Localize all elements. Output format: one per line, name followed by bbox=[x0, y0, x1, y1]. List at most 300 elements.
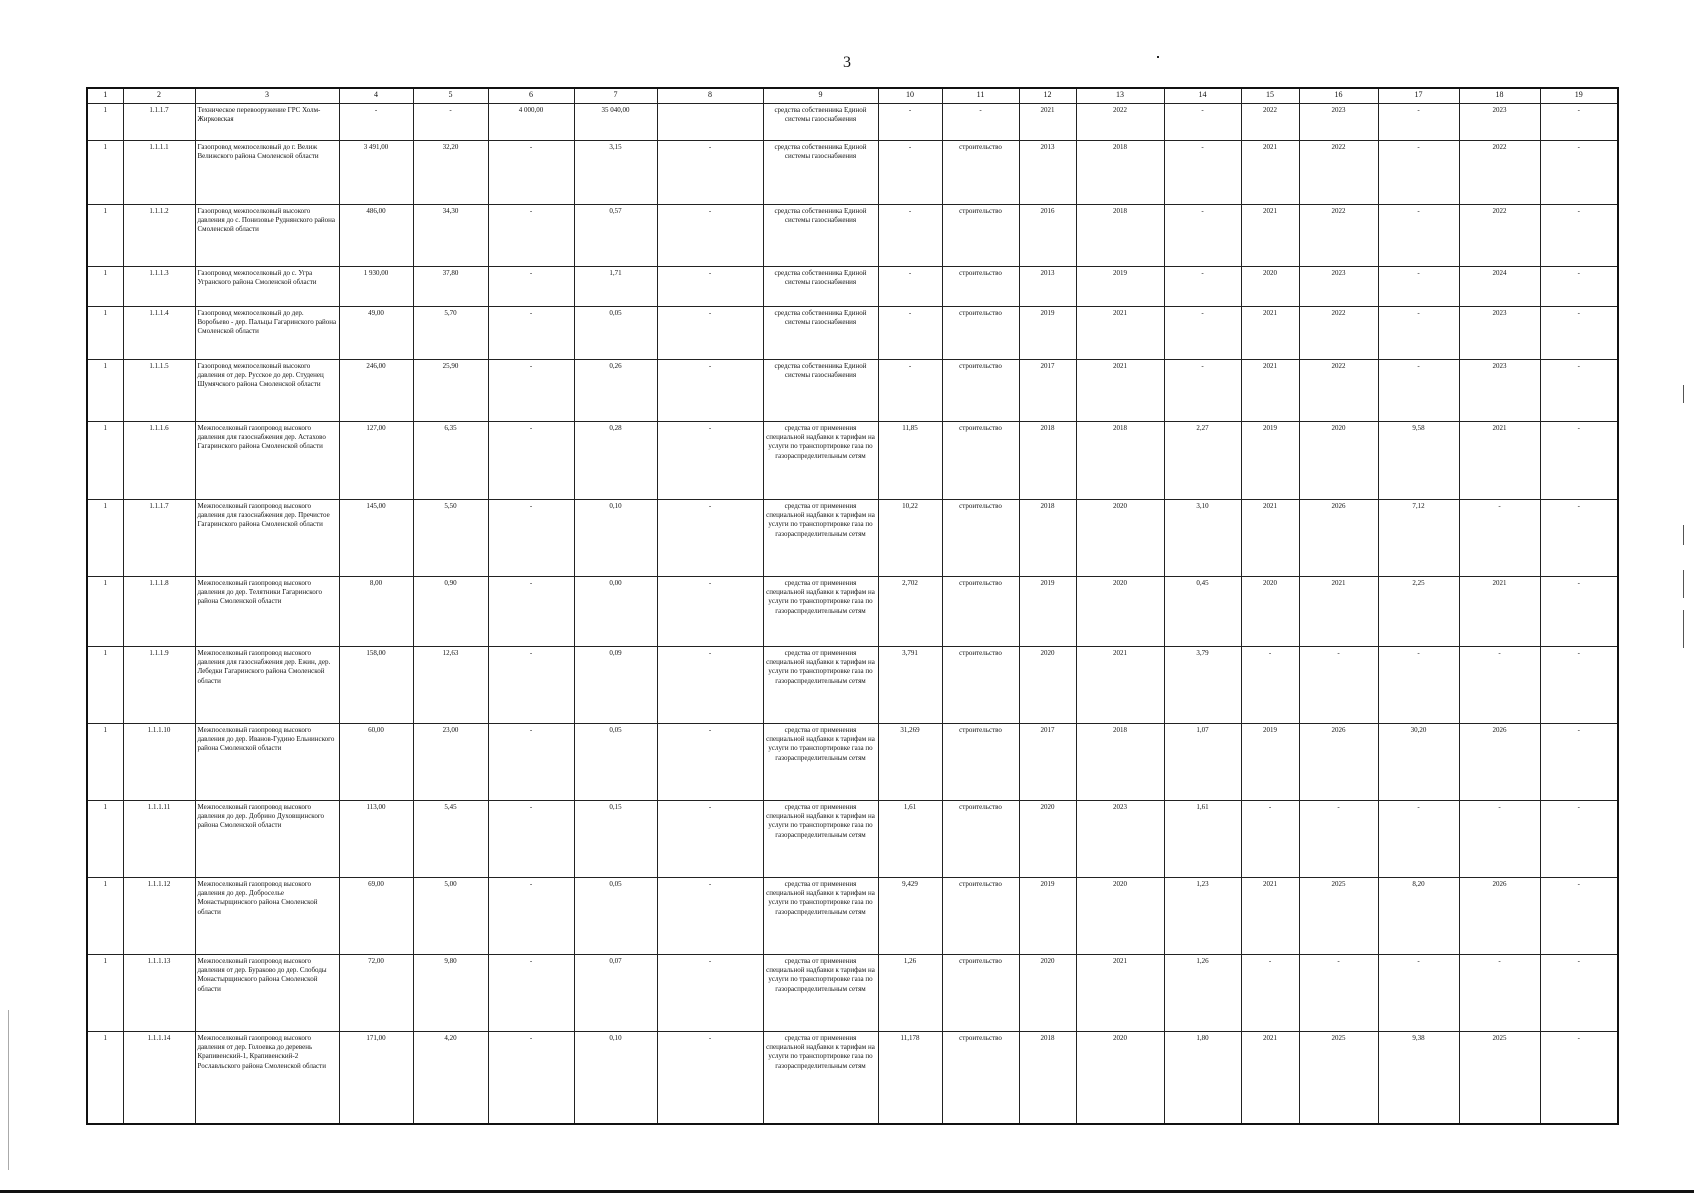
column-number-cell: 7 bbox=[574, 88, 657, 104]
table-cell: 0,00 bbox=[574, 577, 657, 647]
table-cell: - bbox=[657, 878, 763, 955]
table-cell: - bbox=[1378, 141, 1459, 205]
table-cell: 2020 bbox=[1241, 577, 1299, 647]
table-cell: 5,50 bbox=[413, 500, 488, 577]
table-cell: 2013 bbox=[1019, 267, 1076, 307]
table-cell: 9,58 bbox=[1378, 422, 1459, 500]
table-cell: 2,27 bbox=[1164, 422, 1241, 500]
table-cell: - bbox=[657, 141, 763, 205]
table-cell: 3 491,00 bbox=[339, 141, 413, 205]
table-cell: 23,00 bbox=[413, 724, 488, 801]
column-number-cell: 13 bbox=[1076, 88, 1164, 104]
table-cell: строительство bbox=[942, 360, 1019, 422]
table-cell: 2017 bbox=[1019, 360, 1076, 422]
table-cell: строительство bbox=[942, 307, 1019, 360]
table-row bbox=[87, 104, 1618, 141]
table-cell: - bbox=[878, 267, 942, 307]
table-cell: 1.1.1.2 bbox=[123, 205, 195, 267]
funding-source-cell: средства собственника Единой системы газоснабжения bbox=[763, 205, 878, 267]
table-cell: - bbox=[1164, 267, 1241, 307]
table-cell: - bbox=[657, 307, 763, 360]
object-name-cell: Межпоселковый газопровод высокого давления для газоснабжения дер. Астахово Гагаринского района Смоленской области bbox=[195, 422, 339, 500]
table-cell: 0,26 bbox=[574, 360, 657, 422]
column-number-cell: 17 bbox=[1378, 88, 1459, 104]
table-cell: 0,05 bbox=[574, 878, 657, 955]
table-cell: 1.1.1.4 bbox=[123, 307, 195, 360]
table-cell: 486,00 bbox=[339, 205, 413, 267]
table-cell: 60,00 bbox=[339, 724, 413, 801]
table-cell: - bbox=[1378, 307, 1459, 360]
table-cell: 113,00 bbox=[339, 801, 413, 878]
table-cell: 2020 bbox=[1076, 1032, 1164, 1124]
table-row bbox=[87, 577, 1618, 647]
table-cell: - bbox=[878, 141, 942, 205]
column-number-cell: 5 bbox=[413, 88, 488, 104]
table-cell: - bbox=[878, 104, 942, 141]
table-cell: 5,00 bbox=[413, 878, 488, 955]
funding-source-cell: средства от применения специальной надбавки к тарифам на услуги по транспортировке газа по газораспределительным сетям bbox=[763, 878, 878, 955]
table-cell: - bbox=[1540, 724, 1618, 801]
table-cell: - bbox=[657, 360, 763, 422]
column-number-cell: 3 bbox=[195, 88, 339, 104]
table-cell: - bbox=[488, 141, 574, 205]
table-row bbox=[87, 205, 1618, 267]
table-cell: 2021 bbox=[1241, 878, 1299, 955]
table-cell: - bbox=[657, 647, 763, 724]
table-cell: - bbox=[1540, 141, 1618, 205]
table-cell: 69,00 bbox=[339, 878, 413, 955]
table-cell: 34,30 bbox=[413, 205, 488, 267]
table-cell: строительство bbox=[942, 267, 1019, 307]
column-number-cell: 9 bbox=[763, 88, 878, 104]
table-cell: - bbox=[488, 724, 574, 801]
table-cell: строительство bbox=[942, 500, 1019, 577]
table-cell: - bbox=[657, 500, 763, 577]
table-cell: 2019 bbox=[1019, 878, 1076, 955]
table-cell: 171,00 bbox=[339, 1032, 413, 1124]
table-cell: 158,00 bbox=[339, 647, 413, 724]
table-cell: 2021 bbox=[1241, 307, 1299, 360]
table-cell: 2026 bbox=[1299, 500, 1378, 577]
table-cell: 2023 bbox=[1299, 267, 1378, 307]
table-cell: - bbox=[1378, 647, 1459, 724]
table-cell: 2021 bbox=[1459, 577, 1540, 647]
funding-source-cell: средства от применения специальной надбавки к тарифам на услуги по транспортировке газа по газораспределительным сетям bbox=[763, 1032, 878, 1124]
object-name-cell: Межпоселковый газопровод высокого давления от дер. Бураково до дер. Слободы Монастырщинского района Смоленской области bbox=[195, 955, 339, 1032]
table-cell: 2021 bbox=[1299, 577, 1378, 647]
table-cell: 0,45 bbox=[1164, 577, 1241, 647]
table-cell: - bbox=[413, 104, 488, 141]
funding-source-cell: средства от применения специальной надбавки к тарифам на услуги по транспортировке газа по газораспределительным сетям bbox=[763, 577, 878, 647]
object-name-cell: Межпоселковый газопровод высокого давления до дер. Доброселье Монастырщинского района Смоленской области bbox=[195, 878, 339, 955]
table-cell: - bbox=[1540, 878, 1618, 955]
table-cell: строительство bbox=[942, 1032, 1019, 1124]
table-cell: 2021 bbox=[1241, 500, 1299, 577]
table-cell: - bbox=[488, 500, 574, 577]
table-cell: 9,38 bbox=[1378, 1032, 1459, 1124]
investment-program-table bbox=[86, 87, 1619, 1125]
funding-source-cell: средства собственника Единой системы газоснабжения bbox=[763, 141, 878, 205]
table-cell: 1 930,00 bbox=[339, 267, 413, 307]
funding-source-cell: средства от применения специальной надбавки к тарифам на услуги по транспортировке газа по газораспределительным сетям bbox=[763, 801, 878, 878]
table-cell: 11,178 bbox=[878, 1032, 942, 1124]
table-cell: 2022 bbox=[1299, 360, 1378, 422]
table-cell: 2018 bbox=[1019, 1032, 1076, 1124]
table-cell: 1,23 bbox=[1164, 878, 1241, 955]
table-cell: 2019 bbox=[1241, 422, 1299, 500]
table-cell: 2018 bbox=[1076, 141, 1164, 205]
table-cell: - bbox=[1378, 104, 1459, 141]
table-cell: 11,85 bbox=[878, 422, 942, 500]
table-cell: 2022 bbox=[1459, 141, 1540, 205]
object-name-cell: Межпоселковый газопровод высокого давления до дер. Телятники Гагаринского района Смоленской области bbox=[195, 577, 339, 647]
table-cell: - bbox=[657, 1032, 763, 1124]
column-number-cell: 15 bbox=[1241, 88, 1299, 104]
table-cell: 2018 bbox=[1019, 422, 1076, 500]
scan-margin-mark bbox=[8, 1010, 9, 1170]
table-cell: 2023 bbox=[1459, 104, 1540, 141]
table-row bbox=[87, 1032, 1618, 1124]
table-row bbox=[87, 955, 1618, 1032]
table-cell: 3,15 bbox=[574, 141, 657, 205]
table-cell: 0,10 bbox=[574, 500, 657, 577]
table-cell: 1.1.1.5 bbox=[123, 360, 195, 422]
object-name-cell: Межпоселковый газопровод высокого давления до дер. Добрино Духовщинского района Смоленской области bbox=[195, 801, 339, 878]
table-row bbox=[87, 801, 1618, 878]
table-cell: - bbox=[1540, 422, 1618, 500]
table-cell: 8,00 bbox=[339, 577, 413, 647]
table-cell: - bbox=[1164, 307, 1241, 360]
table-cell: - bbox=[657, 801, 763, 878]
funding-source-cell: средства от применения специальной надбавки к тарифам на услуги по транспортировке газа по газораспределительным сетям bbox=[763, 955, 878, 1032]
table-cell: - bbox=[878, 205, 942, 267]
table-cell: 2021 bbox=[1241, 141, 1299, 205]
table-cell: - bbox=[1164, 141, 1241, 205]
table-cell: 1.1.1.3 bbox=[123, 267, 195, 307]
table-cell: 0,07 bbox=[574, 955, 657, 1032]
funding-source-cell: средства от применения специальной надбавки к тарифам на услуги по транспортировке газа по газораспределительным сетям bbox=[763, 500, 878, 577]
funding-source-cell: средства собственника Единой системы газоснабжения bbox=[763, 307, 878, 360]
table-cell: 1.1.1.13 bbox=[123, 955, 195, 1032]
table-cell: - bbox=[657, 267, 763, 307]
table-cell: 1.1.1.8 bbox=[123, 577, 195, 647]
table-cell: 2026 bbox=[1459, 724, 1540, 801]
table-row bbox=[87, 422, 1618, 500]
table-cell: 2,702 bbox=[878, 577, 942, 647]
funding-source-cell: средства от применения специальной надбавки к тарифам на услуги по транспортировке газа по газораспределительным сетям bbox=[763, 422, 878, 500]
table-cell: - bbox=[1378, 801, 1459, 878]
table-cell: 2019 bbox=[1019, 577, 1076, 647]
table-cell: - bbox=[1378, 267, 1459, 307]
table-cell: 1 bbox=[87, 141, 123, 205]
table-cell: 35 040,00 bbox=[574, 104, 657, 141]
table-cell: 2020 bbox=[1076, 500, 1164, 577]
table-cell: - bbox=[488, 577, 574, 647]
table-cell: 3,10 bbox=[1164, 500, 1241, 577]
table-cell: - bbox=[1299, 801, 1378, 878]
table-cell: 12,63 bbox=[413, 647, 488, 724]
table-cell: 2020 bbox=[1019, 955, 1076, 1032]
table-cell: 0,90 bbox=[413, 577, 488, 647]
object-name-cell: Газопровод межпоселковый до дер. Воробьево - дер. Пальцы Гагаринского района Смоленской области bbox=[195, 307, 339, 360]
table-cell: - bbox=[1378, 360, 1459, 422]
table-cell: 2020 bbox=[1019, 647, 1076, 724]
table-cell: 2,25 bbox=[1378, 577, 1459, 647]
table-cell: 2018 bbox=[1076, 205, 1164, 267]
table-cell: 0,05 bbox=[574, 307, 657, 360]
table-cell: - bbox=[1540, 360, 1618, 422]
table-cell: - bbox=[488, 955, 574, 1032]
table-cell: - bbox=[1164, 360, 1241, 422]
table-cell: 1,80 bbox=[1164, 1032, 1241, 1124]
table-cell: 2026 bbox=[1459, 878, 1540, 955]
column-number-cell: 6 bbox=[488, 88, 574, 104]
table-cell: 2025 bbox=[1299, 878, 1378, 955]
table-row bbox=[87, 141, 1618, 205]
table-cell: строительство bbox=[942, 955, 1019, 1032]
column-number-cell: 14 bbox=[1164, 88, 1241, 104]
table-cell: 37,80 bbox=[413, 267, 488, 307]
object-name-cell: Межпоселковый газопровод высокого давления для газоснабжения дер. Пречистое Гагаринского района Смоленской области bbox=[195, 500, 339, 577]
table-cell: 1.1.1.6 bbox=[123, 422, 195, 500]
table-cell: - bbox=[488, 878, 574, 955]
table-cell: 3,79 bbox=[1164, 647, 1241, 724]
object-name-cell: Техническое перевооружение ГРС Холм-Жирковская bbox=[195, 104, 339, 141]
table-cell: - bbox=[1540, 1032, 1618, 1124]
table-cell: 2022 bbox=[1299, 307, 1378, 360]
object-name-cell: Газопровод межпоселковый высокого давления от дер. Русское до дер. Студенец Шумячского района Смоленской области bbox=[195, 360, 339, 422]
column-number-cell: 8 bbox=[657, 88, 763, 104]
table-cell: - bbox=[1540, 267, 1618, 307]
table-cell: 1,71 bbox=[574, 267, 657, 307]
column-number-cell: 10 bbox=[878, 88, 942, 104]
table-cell: 246,00 bbox=[339, 360, 413, 422]
table-cell: 1 bbox=[87, 267, 123, 307]
table-cell: 2022 bbox=[1459, 205, 1540, 267]
table-cell: 2022 bbox=[1299, 205, 1378, 267]
table-cell: 2023 bbox=[1299, 104, 1378, 141]
table-cell: 1,61 bbox=[1164, 801, 1241, 878]
table-cell: 0,05 bbox=[574, 724, 657, 801]
table-cell: - bbox=[1459, 801, 1540, 878]
table-cell: 2018 bbox=[1076, 724, 1164, 801]
table-cell: 7,12 bbox=[1378, 500, 1459, 577]
table-cell: - bbox=[488, 360, 574, 422]
table-cell: - bbox=[657, 205, 763, 267]
table-cell: 2020 bbox=[1019, 801, 1076, 878]
object-name-cell: Межпоселковый газопровод высокого давления для газоснабжения дер. Ежин, дер. Лебедки Гагаринского района Смоленской области bbox=[195, 647, 339, 724]
table-cell: 9,80 bbox=[413, 955, 488, 1032]
object-name-cell: Газопровод межпоселковый высокого давления до с. Понизовье Руднянского района Смоленской области bbox=[195, 205, 339, 267]
table-cell: 30,20 bbox=[1378, 724, 1459, 801]
funding-source-cell: средства собственника Единой системы газоснабжения bbox=[763, 267, 878, 307]
column-number-cell: 1 bbox=[87, 88, 123, 104]
table-cell: - bbox=[1540, 500, 1618, 577]
table-cell: 2022 bbox=[1241, 104, 1299, 141]
table-cell: - bbox=[488, 205, 574, 267]
table-row bbox=[87, 360, 1618, 422]
table-cell: 31,269 bbox=[878, 724, 942, 801]
table-cell: 9,429 bbox=[878, 878, 942, 955]
table-cell: 2023 bbox=[1076, 801, 1164, 878]
table-cell: 10,22 bbox=[878, 500, 942, 577]
table-cell: 0,28 bbox=[574, 422, 657, 500]
table-cell: 1,07 bbox=[1164, 724, 1241, 801]
scan-margin-mark bbox=[1683, 570, 1684, 598]
table-cell: - bbox=[1241, 955, 1299, 1032]
table-cell: - bbox=[1540, 104, 1618, 141]
table-cell: 2020 bbox=[1241, 267, 1299, 307]
object-name-cell: Газопровод межпоселковый до г. Велиж Велижского района Смоленской области bbox=[195, 141, 339, 205]
funding-source-cell: средства собственника Единой системы газоснабжения bbox=[763, 360, 878, 422]
column-number-cell: 11 bbox=[942, 88, 1019, 104]
table-cell: 3,791 bbox=[878, 647, 942, 724]
table-cell: 1,26 bbox=[1164, 955, 1241, 1032]
table-cell: 1 bbox=[87, 205, 123, 267]
table-cell: строительство bbox=[942, 141, 1019, 205]
table-cell: 2020 bbox=[1076, 577, 1164, 647]
table-cell: - bbox=[657, 724, 763, 801]
table-cell: 0,09 bbox=[574, 647, 657, 724]
table-cell: 2020 bbox=[1299, 422, 1378, 500]
table-cell: 5,45 bbox=[413, 801, 488, 878]
table-cell: - bbox=[1378, 955, 1459, 1032]
table-cell: - bbox=[488, 422, 574, 500]
table-cell: строительство bbox=[942, 577, 1019, 647]
table-cell: 1,26 bbox=[878, 955, 942, 1032]
table-cell: 0,10 bbox=[574, 1032, 657, 1124]
table-cell: 127,00 bbox=[339, 422, 413, 500]
table-cell: 1.1.1.9 bbox=[123, 647, 195, 724]
table-cell: - bbox=[488, 801, 574, 878]
table-row bbox=[87, 647, 1618, 724]
table-cell: 2022 bbox=[1299, 141, 1378, 205]
table-cell: 1 bbox=[87, 647, 123, 724]
table-cell: строительство bbox=[942, 724, 1019, 801]
table-cell: 2023 bbox=[1459, 360, 1540, 422]
table-cell: 2021 bbox=[1241, 360, 1299, 422]
funding-source-cell: средства от применения специальной надбавки к тарифам на услуги по транспортировке газа по газораспределительным сетям bbox=[763, 647, 878, 724]
table-cell: строительство bbox=[942, 878, 1019, 955]
table-cell: строительство bbox=[942, 801, 1019, 878]
table-cell: 2019 bbox=[1019, 307, 1076, 360]
funding-source-cell: средства от применения специальной надбавки к тарифам на услуги по транспортировке газа по газораспределительным сетям bbox=[763, 724, 878, 801]
table-cell: 4,20 bbox=[413, 1032, 488, 1124]
table-cell: - bbox=[1459, 647, 1540, 724]
table-cell: строительство bbox=[942, 647, 1019, 724]
table-cell: 2021 bbox=[1076, 955, 1164, 1032]
table-cell: 1.1.1.12 bbox=[123, 878, 195, 955]
column-number-cell: 12 bbox=[1019, 88, 1076, 104]
table-cell: 1 bbox=[87, 307, 123, 360]
table-cell: 1 bbox=[87, 104, 123, 141]
column-number-cell: 16 bbox=[1299, 88, 1378, 104]
table-cell: 1 bbox=[87, 724, 123, 801]
table-cell: 0,15 bbox=[574, 801, 657, 878]
table-cell bbox=[657, 104, 763, 141]
table-cell: - bbox=[339, 104, 413, 141]
table-cell: 1.1.1.7 bbox=[123, 104, 195, 141]
table-cell: - bbox=[657, 422, 763, 500]
table-cell: 2017 bbox=[1019, 724, 1076, 801]
table-cell: 2019 bbox=[1241, 724, 1299, 801]
table-cell: 1 bbox=[87, 422, 123, 500]
table-cell: - bbox=[1299, 955, 1378, 1032]
table-cell: 72,00 bbox=[339, 955, 413, 1032]
table-cell: - bbox=[1540, 801, 1618, 878]
table-cell: 2026 bbox=[1299, 724, 1378, 801]
table-cell: - bbox=[1299, 647, 1378, 724]
column-number-row bbox=[87, 88, 1618, 104]
table-cell: - bbox=[942, 104, 1019, 141]
table-cell: 49,00 bbox=[339, 307, 413, 360]
table-cell: 2018 bbox=[1019, 500, 1076, 577]
table-cell: - bbox=[1459, 500, 1540, 577]
table-cell: 2021 bbox=[1019, 104, 1076, 141]
table-cell: - bbox=[1241, 647, 1299, 724]
table-cell: 1.1.1.7 bbox=[123, 500, 195, 577]
table-cell: 1 bbox=[87, 1032, 123, 1124]
table-cell: - bbox=[1540, 955, 1618, 1032]
scan-speck bbox=[1157, 56, 1159, 58]
table-cell: 1,61 bbox=[878, 801, 942, 878]
table-cell: 32,20 bbox=[413, 141, 488, 205]
table-cell: 25,90 bbox=[413, 360, 488, 422]
table-cell: 2021 bbox=[1241, 205, 1299, 267]
table-cell: - bbox=[1540, 205, 1618, 267]
table-cell: 5,70 bbox=[413, 307, 488, 360]
table-cell: 2021 bbox=[1459, 422, 1540, 500]
table-cell: 1 bbox=[87, 360, 123, 422]
table-cell: 2021 bbox=[1076, 307, 1164, 360]
table-cell: - bbox=[1540, 577, 1618, 647]
column-number-cell: 19 bbox=[1540, 88, 1618, 104]
column-number-cell: 4 bbox=[339, 88, 413, 104]
table-cell: 2021 bbox=[1241, 1032, 1299, 1124]
scan-margin-mark bbox=[1683, 525, 1684, 545]
table-cell: 2020 bbox=[1076, 878, 1164, 955]
table-cell: 2018 bbox=[1076, 422, 1164, 500]
table-row bbox=[87, 307, 1618, 360]
table-cell: 1.1.1.10 bbox=[123, 724, 195, 801]
table-cell: 2024 bbox=[1459, 267, 1540, 307]
table-row bbox=[87, 267, 1618, 307]
object-name-cell: Межпоселковый газопровод высокого давления до дер. Иванов-Гудино Ельнинского района Смоленской области bbox=[195, 724, 339, 801]
table-cell: 145,00 bbox=[339, 500, 413, 577]
table-cell: 1.1.1.11 bbox=[123, 801, 195, 878]
table-cell: 2022 bbox=[1076, 104, 1164, 141]
bottom-rule bbox=[0, 1190, 1694, 1193]
table-cell: 1 bbox=[87, 955, 123, 1032]
table-cell: - bbox=[878, 360, 942, 422]
table-cell: - bbox=[1378, 205, 1459, 267]
object-name-cell: Межпоселковый газопровод высокого давления от дер. Голоевка до деревень Крапивенский-1, Крапивенский-2 Рославльского района Смоленской области bbox=[195, 1032, 339, 1124]
table-cell: 2021 bbox=[1076, 360, 1164, 422]
table-cell: 0,57 bbox=[574, 205, 657, 267]
table-cell: - bbox=[488, 267, 574, 307]
table-cell: - bbox=[657, 955, 763, 1032]
table-cell: 8,20 bbox=[1378, 878, 1459, 955]
table-cell: 1 bbox=[87, 801, 123, 878]
table-cell: 1.1.1.14 bbox=[123, 1032, 195, 1124]
table-cell: - bbox=[1164, 104, 1241, 141]
table-cell: - bbox=[1164, 205, 1241, 267]
table-cell: - bbox=[878, 307, 942, 360]
table-cell: 1 bbox=[87, 577, 123, 647]
table-row bbox=[87, 878, 1618, 955]
table-cell: 1 bbox=[87, 878, 123, 955]
scan-margin-mark bbox=[1683, 385, 1684, 403]
